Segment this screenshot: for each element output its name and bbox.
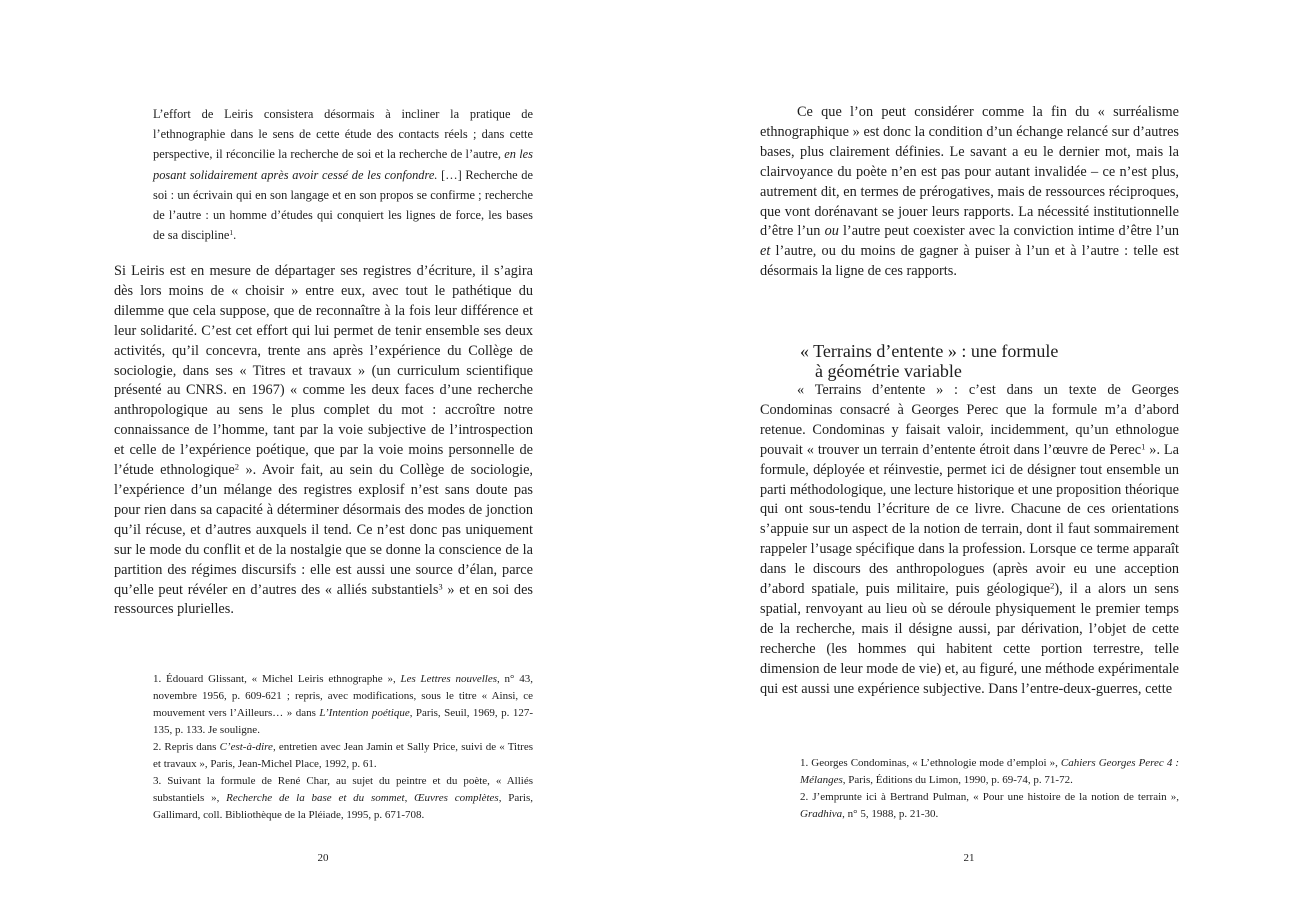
footnotes [800, 755, 1179, 823]
page-number: 20 [317, 852, 329, 864]
footnote-ref[interactable]: 2 [234, 461, 240, 472]
left-page [0, 0, 646, 913]
footnotes [153, 671, 533, 824]
heading-line-2: à géométrie variable [815, 361, 962, 381]
footnote-2: 2. Repris dans C’est-à-dire, entretien avec Jean Jamin et Sally Price, suivi de « Titres et travaux », Paris, Jean-Michel Place, 1992, p. 61. [153, 741, 533, 770]
footnote-1: 1. Édouard Glissant, « Michel Leiris ethnographe », Les Lettres nouvelles, n° 43, novembre 1956, p. 609-621 ; repris, avec modifications, sous le titre « Ainsi, ce mouvement vers l’Ailleurs… » dans L’Intention poétique, Paris, Seuil, 1969, p. 127-135, p. 133. Je souligne. [153, 673, 533, 736]
footnote-3: 3. Suivant la formule de René Char, au sujet du peintre et du poète, « Alliés substantiels », Recherche de la base et du sommet, Œuvres complètes, Paris, Gallimard, coll. Bibliothèque de la Pléiade, 1995, p. 671-708. [153, 775, 533, 821]
footnote-ref[interactable]: 1 [1141, 441, 1146, 451]
footnote-ref[interactable]: 3 [438, 580, 443, 591]
right-page [646, 0, 1293, 913]
paragraph: Si Leiris est en mesure de départager ses registres d’écriture, il s’agira dès lors moins de « choisir » entre eux, avec tout le pathétique du dilemme que cela suppose, que de reconnaître à la fois leur différence et leur solidarité. C’est cet effort qui lui permet de tenir ensemble ses deux activités, qu’il concevra, trente ans après l’expérience du Collège de sociologie, dans ses « Titres et travaux » (un curriculum scientifique présenté au CNRS. en 1967) « comme les deux faces d’une recherche anthropologique au sens le plus complet du mot : accroître notre connaissance de l’homme, tant par la voie subjective de l’introspection et celle de l’expérience poétique, que par la voie moins personnelle de l’étude ethnologique$^2$ ». Avoir fait, au sein du Collège de sociologie, l’expérience d’un mélange des registres explosif n’est sans doute pas pour rien dans sa capacité à déterminer désormais des modes de jonction qu’il récuse, et d’autres auxquels il tend. Ce n’est donc pas uniquement sur le mode du conflit et de la nostalgie que se donne la conscience de la partition des régimes discursifs : elle est aussi une source d’élan, parce qu’elle peut révéler en d’autres des « alliés substantiels$^3$ » et en soi des ressources plurielles. [114, 263, 533, 618]
paragraph: « Terrains d’entente » : c’est dans un texte de Georges Condominas consacré à Georges Perec que la formule m’a d’abord retenue. Condominas y faisait valoir, incidemment, qu’un ethnologue pouvait « trouver un terrain d’entente étroit dans l’œuvre de Perec$^1$ ». La formule, déployée et réinvestie, permet ici de désigner tout ensemble un parti méthodologique, une lecture historique et une proposition théorique qui ont sous-tendu l’écriture de ce livre. Chacune de ces orientations s’appuie sur un aspect de la notion de terrain, dont il faut sommairement rappeler l’usage spécifique dans la profession. Lorsque ce terme apparaît dans le discours des anthropologues (après avoir eu une acception d’abord spatiale, puis militaire, puis géologique$^2$), il a alors un sens spatial, renvoyant au lieu où se déroule physiquement le premier temps de la recherche, mais il désigne aussi, par dérivation, l’objet de cette recherche (les hommes qui habitent cette portion terrestre, telle dimension de leur mode de vie) et, au figuré, une méthode expérimentale qui est aussi une expérience subjective. Dans l’entre-deux-guerres, cette [760, 382, 1179, 697]
body-text [114, 262, 533, 620]
page-number: 21 [963, 852, 975, 864]
block-quote [153, 104, 533, 245]
footnote-2: 2. J’emprunte ici à Bertrand Pulman, « Pour une histoire de la notion de terrain », Gradhiva, n° 5, 1988, p. 21-30. [800, 791, 1179, 820]
heading-line-1: « Terrains d’entente » : une formule [800, 341, 1059, 361]
paragraph: Ce que l’on peut considérer comme la fin du « surréalisme ethnographique » est donc la condition d’un échange relancé sur d’autres bases, plus clairement définies. Le savant a eu le dernier mot, mais la clairvoyance du poète n’en est pas pour autant invalidée – ce n’est plus, autrement dit, en termes de prérogatives, mais de ressources réciproques, que vont dorénavant se jouer leurs rapports. La nécessité institutionnelle d’être l’un ou l’autre peut coexister avec la conviction intime d’être l’un et l’autre, ou du moins de gagner à puiser à l’un et à l’autre : telle est désormais la ligne de ces rapports. [760, 104, 1179, 280]
footnote-ref[interactable]: 2 [1050, 580, 1055, 591]
body-text [760, 103, 1179, 282]
footnote-ref[interactable]: 1 [229, 228, 234, 238]
section-heading [800, 341, 1180, 381]
quote-paragraph: L’effort de Leiris consistera désormais à incliner la pratique de l’ethnographie dans le sens de cette étude des contacts réels ; dans cette perspective, il réconcilie la recherche de soi et la recherche de l’autre, en les posant solidairement après avoir cessé de les confondre. […] Recherche de soi : un écrivain qui en son langage et en son propos se confirme ; recherche de l’autre : un homme d’études qui conquiert les lignes de force, les bases de sa discipline$^1$. [153, 107, 533, 243]
body-text-section [760, 381, 1179, 700]
footnote-1: 1. Georges Condominas, « L’ethnologie mode d’emploi », Cahiers Georges Perec 4 : Mélanges, Paris, Éditions du Limon, 1990, p. 69-74, p. 71-72. [800, 757, 1179, 786]
